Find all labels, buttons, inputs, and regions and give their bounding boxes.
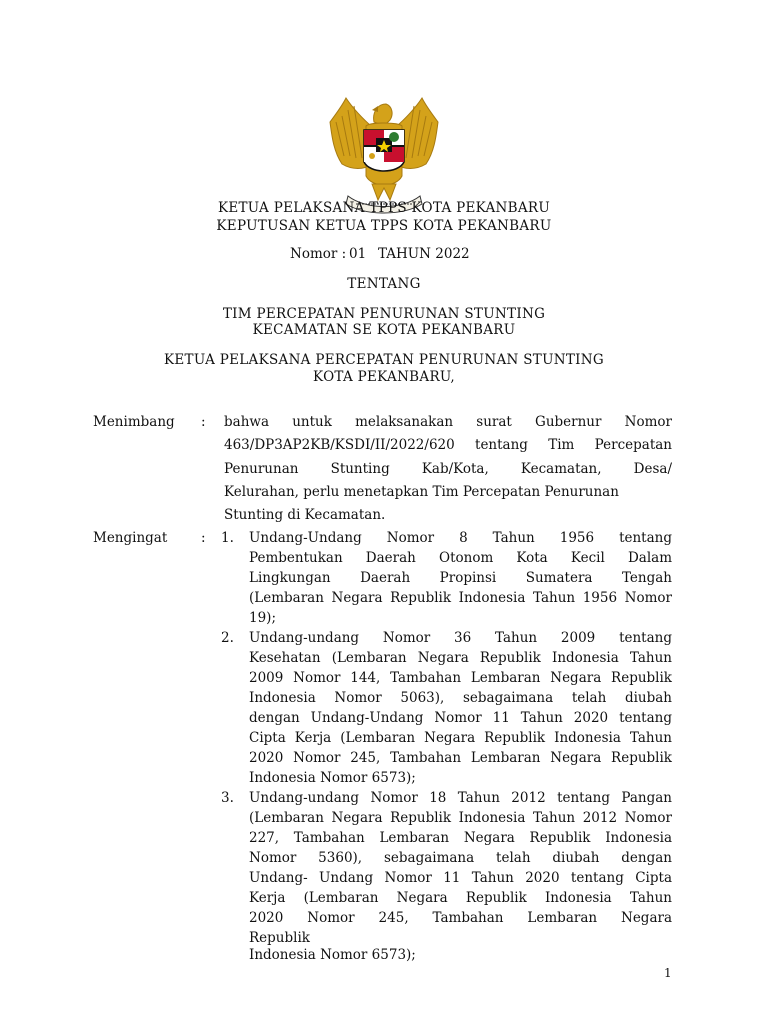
- mengingat-item-line: Indonesia Nomor 6573);: [249, 947, 416, 963]
- mengingat-item-line: Kerja (Lembaran Negara Republik Indonesia Tahun: [249, 890, 672, 906]
- mengingat-item-line: Undang-undang Nomor 18 Tahun 2012 tentang Pangan: [249, 790, 672, 806]
- mengingat-item-line: Kesehatan (Lembaran Negara Republik Indonesia Tahun: [249, 650, 672, 666]
- tentang-heading: TENTANG: [347, 276, 421, 292]
- menimbang-line: Kelurahan, perlu menetapkan Tim Percepatan Penurunan: [224, 484, 619, 500]
- mengingat-label: Mengingat: [93, 530, 168, 546]
- mengingat-item-line: (Lembaran Negara Republik Indonesia Tahun 2012 Nomor: [249, 810, 672, 826]
- mengingat-item-line: Undang-undang Nomor 36 Tahun 2009 tentang: [249, 630, 672, 646]
- menimbang-line: bahwa untuk melaksanakan surat Gubernur Nomor: [224, 414, 672, 430]
- menimbang-colon: :: [201, 414, 206, 430]
- mengingat-item-line: 2020 Nomor 245, Tambahan Lembaran Negara: [249, 910, 672, 926]
- mengingat-item-line: 227, Tambahan Lembaran Negara Republik Indonesia: [249, 830, 672, 846]
- menimbang-line: 463/DP3AP2KB/KSDI/II/2022/620 tentang Tim Percepatan: [224, 437, 672, 453]
- mengingat-item-number: 1.: [221, 530, 234, 546]
- mengingat-item-line: Undang-Undang Nomor 8 Tahun 1956 tentang: [249, 530, 672, 546]
- mengingat-item-line: 19);: [249, 610, 276, 626]
- tahun-label: TAHUN 2022: [378, 246, 470, 262]
- nomor-value: 01: [349, 246, 367, 262]
- menimbang-line: Penurunan Stunting Kab/Kota, Kecamatan, Desa/: [224, 461, 672, 477]
- mengingat-item-line: (Lembaran Negara Republik Indonesia Tahun 1956 Nomor: [249, 590, 672, 606]
- page-number: 1: [664, 966, 672, 980]
- mengingat-item-line: Indonesia Nomor 5063), sebagaimana telah diubah: [249, 690, 672, 706]
- mengingat-item-number: 3.: [221, 790, 234, 806]
- mengingat-item-line: Lingkungan Daerah Propinsi Sumatera Tengah: [249, 570, 672, 586]
- nomor-label: Nomor :: [290, 246, 347, 262]
- garuda-pancasila-emblem: [326, 92, 442, 216]
- header-line-1: KETUA PELAKSANA TPPS KOTA PEKANBARU: [217, 200, 551, 216]
- subject-line-2: KECAMATAN SE KOTA PEKANBARU: [252, 322, 516, 338]
- mengingat-item-line: Indonesia Nomor 6573);: [249, 770, 416, 786]
- header-line-2: KEPUTUSAN KETUA TPPS KOTA PEKANBARU: [216, 218, 552, 234]
- mengingat-item-line: Pembentukan Daerah Otonom Kota Kecil Dalam: [249, 550, 672, 566]
- mengingat-item-line: 2009 Nomor 144, Tambahan Lembaran Negara Republik: [249, 670, 672, 686]
- mengingat-item-line: dengan Undang-Undang Nomor 11 Tahun 2020 tentang: [249, 710, 672, 726]
- official-line-1: KETUA PELAKSANA PERCEPATAN PENURUNAN STUNTING: [163, 352, 604, 368]
- menimbang-line: Stunting di Kecamatan.: [224, 507, 386, 523]
- mengingat-item-line: 2020 Nomor 245, Tambahan Lembaran Negara Republik: [249, 750, 672, 766]
- mengingat-item-number: 2.: [221, 630, 234, 646]
- subject-line-1: TIM PERCEPATAN PENURUNAN STUNTING: [222, 306, 546, 322]
- mengingat-item-line: Undang- Undang Nomor 11 Tahun 2020 tentang Cipta: [249, 870, 672, 886]
- mengingat-item-line: Nomor 5360), sebagaimana telah diubah dengan: [249, 850, 672, 866]
- mengingat-item-line: Republik: [249, 930, 310, 946]
- menimbang-label: Menimbang: [93, 414, 175, 430]
- official-line-2: KOTA PEKANBARU,: [313, 369, 455, 385]
- mengingat-item-line: Cipta Kerja (Lembaran Negara Republik Indonesia Tahun: [249, 730, 672, 746]
- mengingat-colon: :: [201, 530, 206, 546]
- pancasila-shield-icon: [364, 130, 404, 171]
